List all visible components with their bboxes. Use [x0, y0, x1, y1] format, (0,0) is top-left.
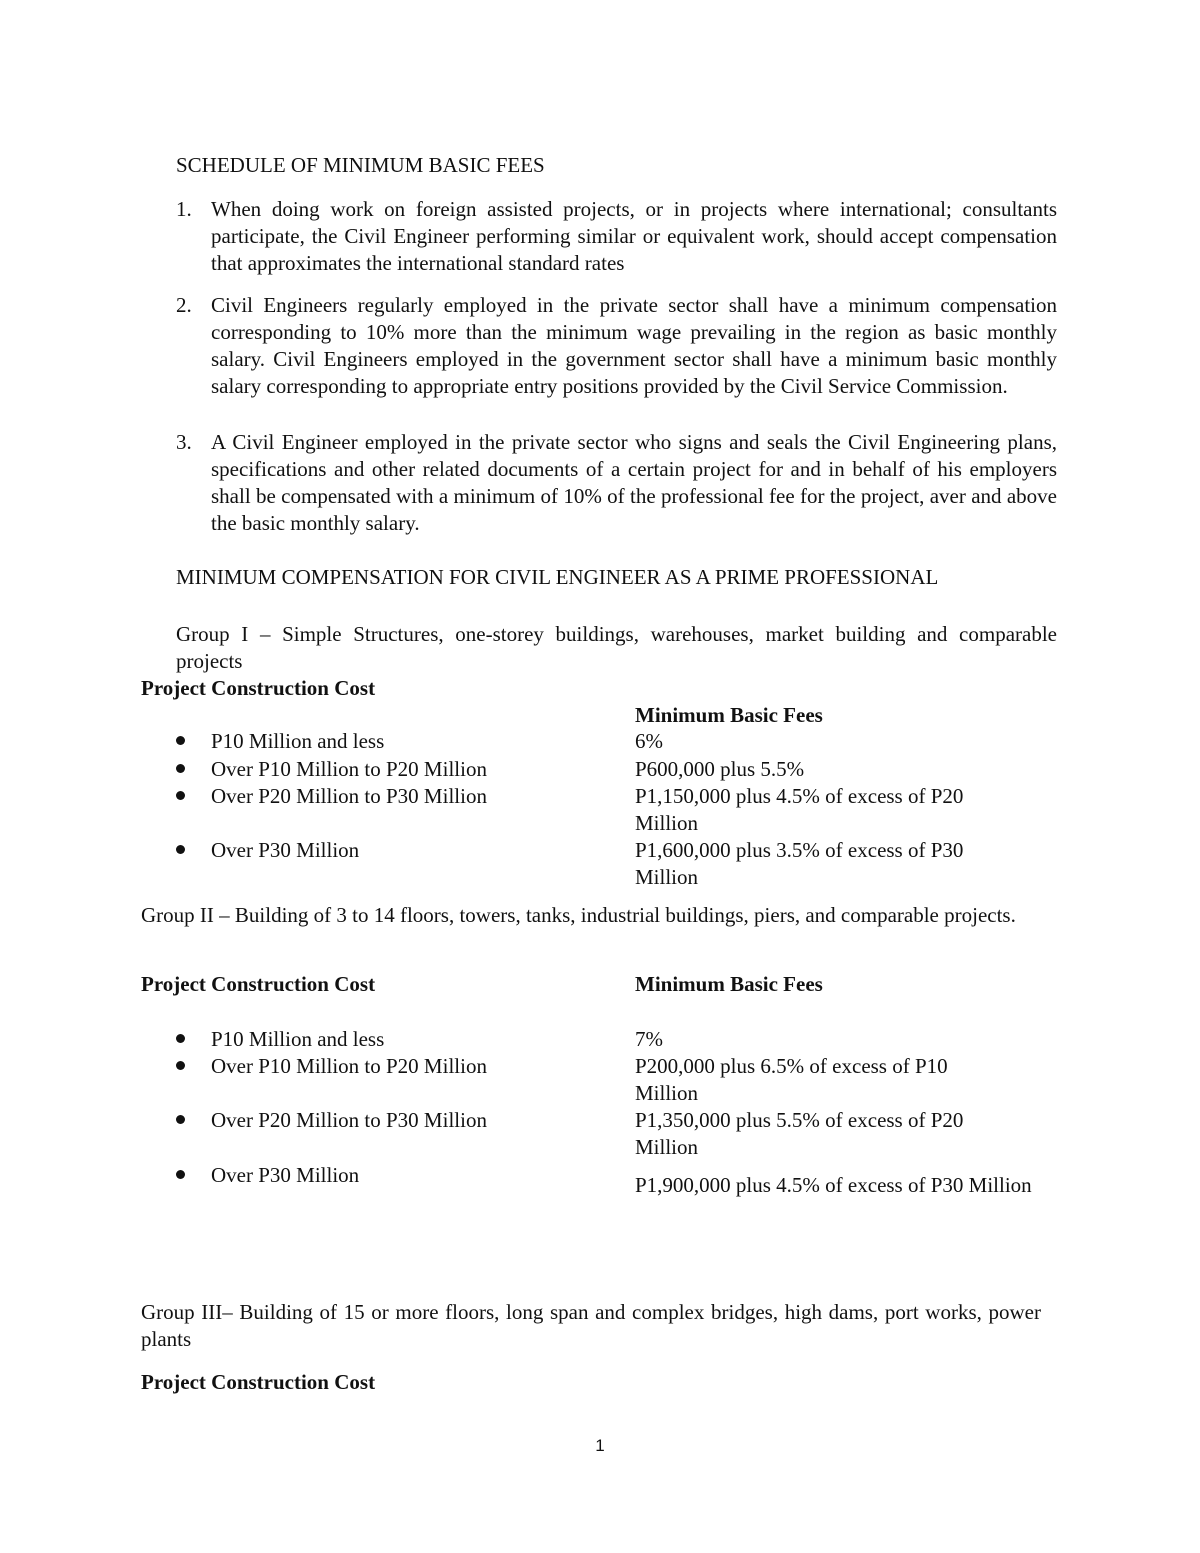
bullet-icon [176, 1115, 185, 1124]
group1-cost: Over P20 Million to P30 Million [211, 784, 487, 808]
group2-fee: 7% [635, 1027, 663, 1051]
group2-fee: P1,900,000 plus 4.5% of excess of P30 Million [635, 1173, 1032, 1197]
group2-fee: P1,350,000 plus 5.5% of excess of P20 Million [635, 1108, 964, 1159]
bullet-icon [176, 1170, 185, 1179]
bullet-icon [176, 1061, 185, 1070]
list-item: Civil Engineers regularly employed in the private sector shall have a minimum compensation corresponding to 10% more than the minimum wage prevailing in the region as basic monthly salary. Civil Engineers employed in the government sector shall have a minimum basic monthly salary corresponding to appropriate entry positions provided by the Civil Service Commission. [211, 293, 1057, 398]
bullet-icon [176, 1034, 185, 1043]
list-number: 2. [176, 293, 192, 317]
group1-cost: Over P30 Million [211, 838, 360, 862]
group2-cost-header: Project Construction Cost [141, 972, 376, 996]
list-item: A Civil Engineer employed in the private sector who signs and seals the Civil Engineering plans, specifications and other related documents of a certain project for and in behalf of his employers shall be compensated with a minimum of 10% of the professional fee for the project, aver and above the basic monthly salary. [211, 430, 1057, 535]
group1-fee-header: Minimum Basic Fees [635, 703, 823, 727]
list-number: 1. [176, 197, 192, 221]
group3-title: Group III– Building of 15 or more floors, long span and complex bridges, high dams, port works, power plants [141, 1300, 1041, 1351]
list-item: When doing work on foreign assisted projects, or in projects where international; consultants participate, the Civil Engineer performing similar or equivalent work, should accept compensation that approximates the international standard rates [211, 197, 1057, 275]
bullet-icon [176, 736, 185, 745]
group1-cost: P10 Million and less [211, 729, 385, 753]
group2-fee-header: Minimum Basic Fees [635, 972, 823, 996]
bullet-icon [176, 791, 185, 800]
group1-cost-header: Project Construction Cost [141, 676, 376, 700]
group2-cost: Over P10 Million to P20 Million [211, 1054, 487, 1078]
group1-fee: P1,600,000 plus 3.5% of excess of P30 Million [635, 838, 964, 889]
group3-cost-header: Project Construction Cost [141, 1370, 376, 1394]
group1-fee: P600,000 plus 5.5% [635, 757, 805, 781]
group2-cost: P10 Million and less [211, 1027, 385, 1051]
group2-cost: Over P20 Million to P30 Million [211, 1108, 487, 1132]
section-subheading: MINIMUM COMPENSATION FOR CIVIL ENGINEER AS A PRIME PROFESSIONAL [176, 565, 939, 589]
page-heading: SCHEDULE OF MINIMUM BASIC FEES [176, 153, 545, 177]
group1-cost: Over P10 Million to P20 Million [211, 757, 487, 781]
group2-fee: P200,000 plus 6.5% of excess of P10 Million [635, 1054, 948, 1105]
group1-title: Group I – Simple Structures, one-storey buildings, warehouses, market building and comparable projects [176, 622, 1057, 673]
group1-fee: 6% [635, 729, 663, 753]
bullet-icon [176, 764, 185, 773]
bullet-icon [176, 845, 185, 854]
group2-title: Group II – Building of 3 to 14 floors, towers, tanks, industrial buildings, piers, and comparable projects. [141, 903, 1016, 927]
group1-fee: P1,150,000 plus 4.5% of excess of P20 Million [635, 784, 964, 835]
group2-cost: Over P30 Million [211, 1163, 360, 1187]
page-number: 1 [595, 1436, 605, 1455]
list-number: 3. [176, 430, 192, 454]
